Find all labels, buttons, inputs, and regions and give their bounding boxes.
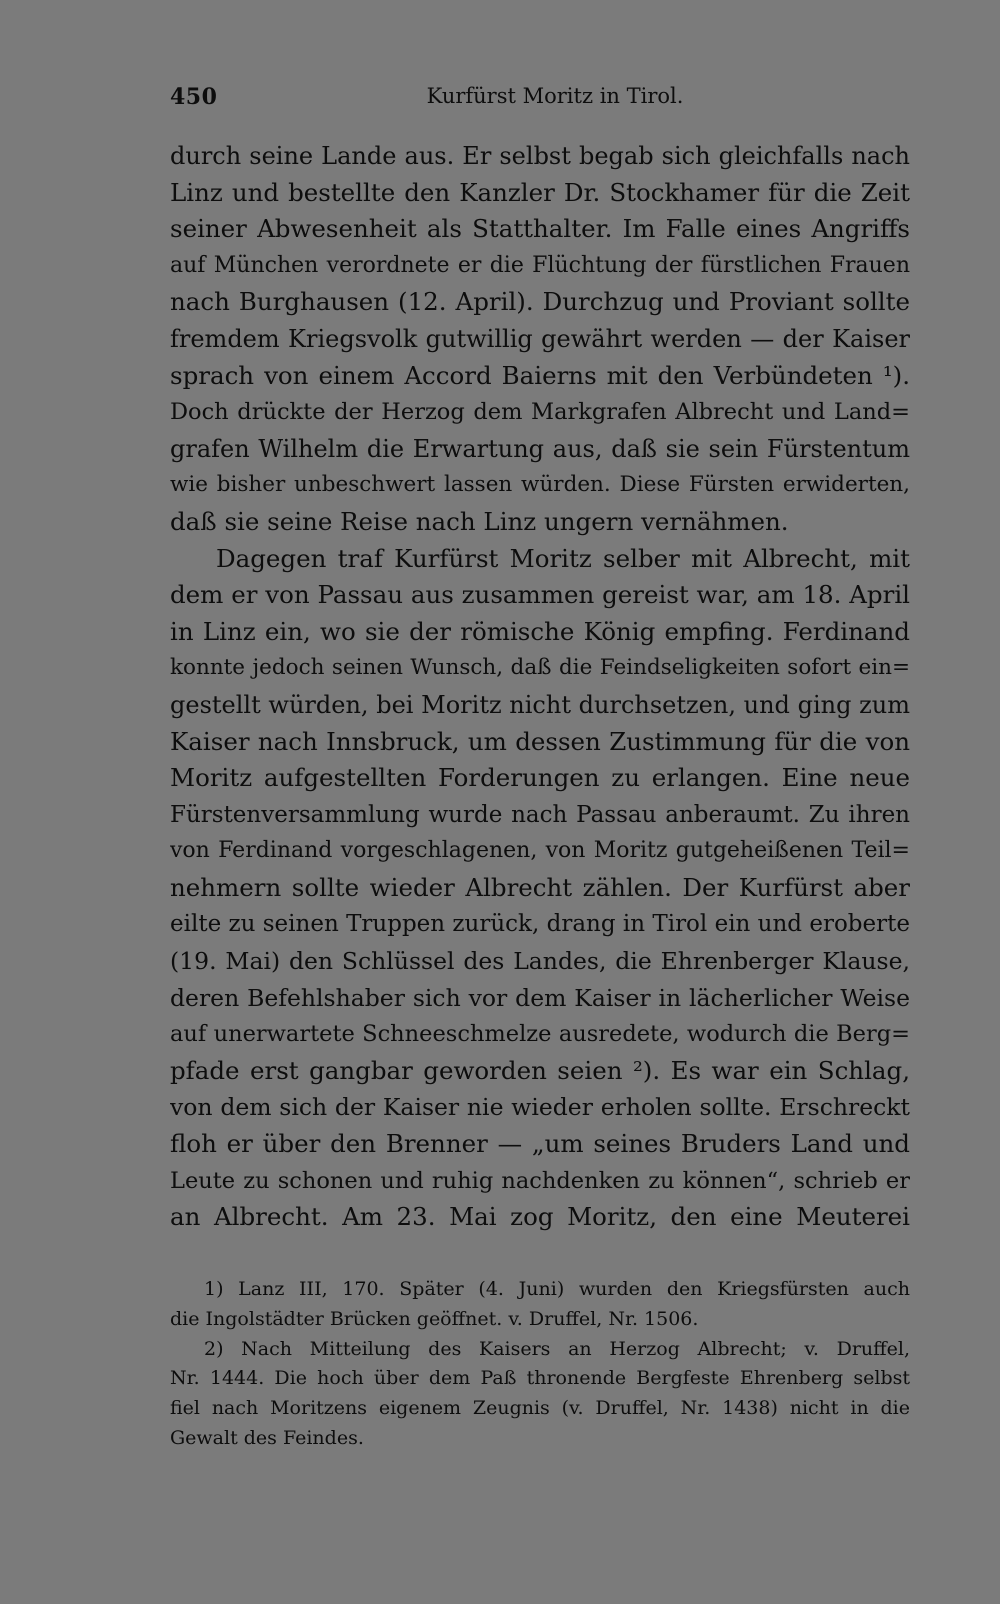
text-line: grafen Wilhelm die Erwartung aus, daß sie sein Fürstentum (170, 434, 910, 463)
main-text (170, 138, 910, 1236)
text-line: durch seine Lande aus. Er selbst begab sich gleichfalls nach (170, 142, 910, 170)
footnote-line: Gewalt des Feindes. (170, 1426, 364, 1449)
text-line: (19. Mai) den Schlüssel des Landes, die Ehrenberger Klause, (170, 947, 910, 976)
text-line: von Ferdinand vorgeschlagenen, von Moritz gutgeheißenen Teil= (170, 838, 910, 864)
text-line: floh er über den Brenner — „um seines Bruders Land und (170, 1129, 910, 1159)
text-line: auf München verordnete er die Flüchtung der fürstlichen Frauen (170, 252, 910, 278)
page-header (170, 84, 910, 118)
text-line: Doch drückte der Herzog dem Markgrafen Albrecht und Land= (170, 399, 910, 426)
footnote-line: die Ingolstädter Brücken geöffnet. v. Druffel, Nr. 1506. (170, 1307, 699, 1330)
text-line: Linz und bestellte den Kanzler Dr. Stockhamer für die Zeit (170, 177, 910, 207)
text-line: in Linz ein, wo sie der römische König empfing. Ferdinand (170, 616, 910, 646)
footnote-line: Nr. 1444. Die hoch über dem Paß thronende Bergfeste Ehrenberg selbst (170, 1367, 910, 1390)
footnote-line: 2) Nach Mitteilung des Kaisers an Herzog Albrecht; v. Druffel, (204, 1337, 910, 1360)
text-line: Leute zu schonen und ruhig nachdenken zu können“, schrieb er (170, 1167, 910, 1194)
text-line: gestellt würden, bei Moritz nicht durchsetzen, und ging zum (170, 690, 910, 719)
footnote-line: 1) Lanz III, 170. Später (4. Juni) wurden den Kriegsfürsten auch (204, 1278, 910, 1300)
text-line: nehmern sollte wieder Albrecht zählen. Der Kurfürst aber (170, 872, 910, 902)
text-line: nach Burghausen (12. April). Durchzug und Proviant sollte (170, 287, 910, 317)
text-line: an Albrecht. Am 23. Mai zog Moritz, den eine Meuterei (170, 1202, 910, 1232)
text-line: wie bisher unbeschwert lassen würden. Diese Fürsten erwiderten, (170, 472, 910, 498)
text-line: fremdem Kriegsvolk gutwillig gewährt werden — der Kaiser (170, 324, 910, 353)
page-number: 450 (170, 84, 218, 110)
text-line: pfade erst gangbar geworden seien ²). Es war ein Schlag, (170, 1055, 910, 1085)
text-line: deren Befehlshaber sich vor dem Kaiser in lächerlicher Weise (170, 983, 910, 1012)
text-line: konnte jedoch seinen Wunsch, daß die Feindseligkeiten sofort ein= (170, 655, 910, 681)
text-line: daß sie seine Reise nach Linz ungern vernähmen. (170, 506, 789, 536)
text-line: sprach von einem Accord Baierns mit den Verbündeten ¹). (170, 360, 910, 390)
text-line: Kaiser nach Innsbruck, um dessen Zustimmung für die von (170, 726, 910, 756)
text-line: eilte zu seinen Truppen zurück, drang in Tirol ein und eroberte (170, 911, 910, 938)
text-line: seiner Abwesenheit als Statthalter. Im Falle eines Angriffs (170, 214, 910, 244)
text-line: Moritz aufgestellten Forderungen zu erlangen. Eine neue (170, 763, 910, 793)
running-title: Kurfürst Moritz in Tirol. (426, 84, 684, 108)
text-line: dem er von Passau aus zusammen gereist war, am 18. April (170, 580, 910, 610)
footnotes (170, 1275, 910, 1454)
text-line: auf unerwartete Schneeschmelze ausredete, wodurch die Berg= (170, 1021, 910, 1048)
text-line: Fürstenversammlung wurde nach Passau anberaumt. Zu ihren (170, 801, 910, 828)
footnote-line: fiel nach Moritzens eigenem Zeugnis (v. Druffel, Nr. 1438) nicht in die (170, 1397, 910, 1420)
text-line: Dagegen traf Kurfürst Moritz selber mit Albrecht, mit (216, 543, 910, 573)
text-line: von dem sich der Kaiser nie wieder erholen sollte. Erschreckt (170, 1093, 910, 1122)
